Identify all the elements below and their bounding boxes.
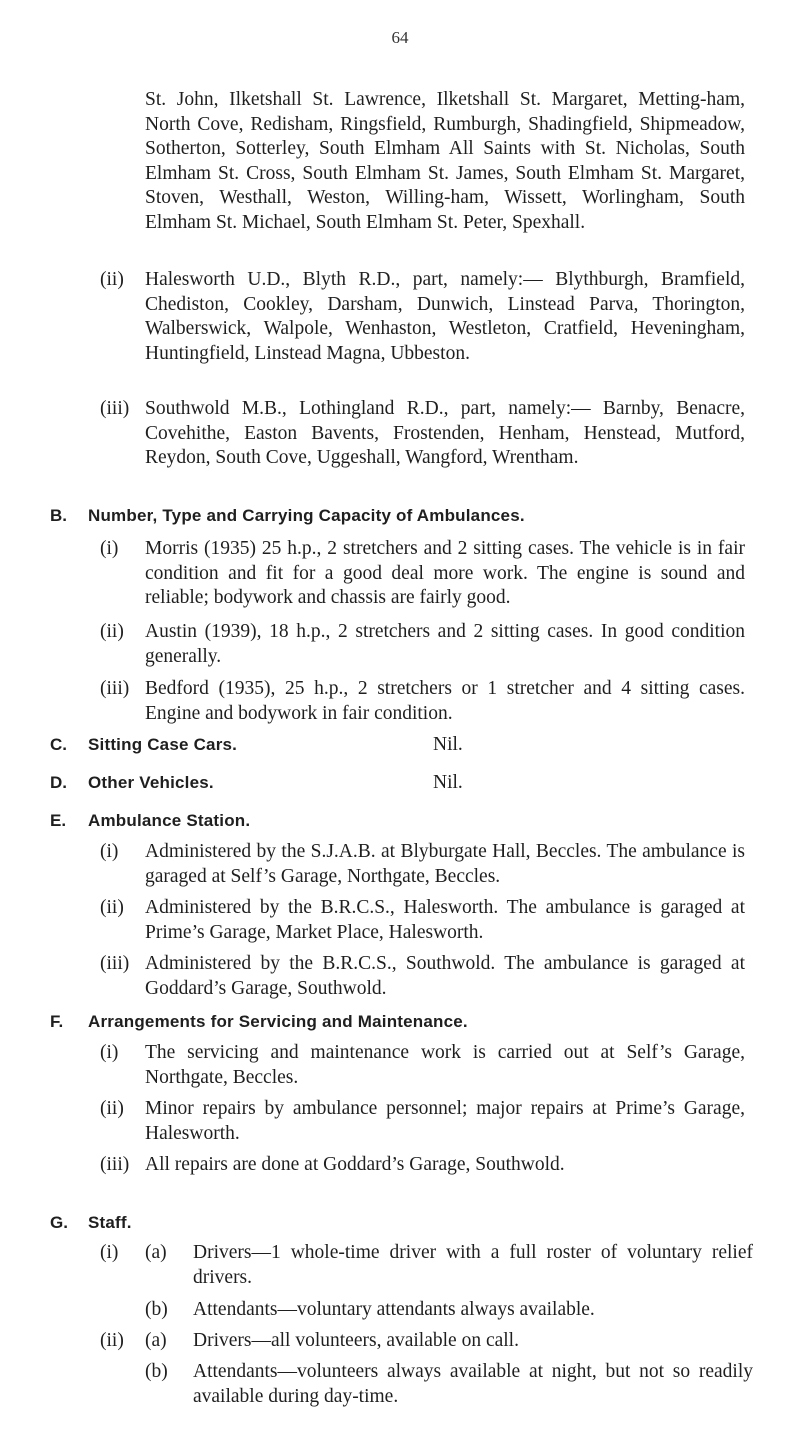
section-title: Sitting Case Cars. xyxy=(88,735,238,754)
section-letter: F. xyxy=(50,1012,64,1031)
item-text: Halesworth U.D., Blyth R.D., part, namely:— Blythburgh, Bramfield, Chediston, Cookley, Darsham, Dunwich, Linstead Parva, Thorington, Walberswick, Walpole, Wenhaston, Westleton, Cratfield, Heveningham, Huntingfield, Linstead Magna, Ubbeston. xyxy=(145,269,745,364)
sub-item-letter: (b) xyxy=(145,1361,168,1382)
item-text: All repairs are done at Goddard’s Garage, Southwold. xyxy=(145,1154,565,1175)
sub-item-text: Drivers—1 whole-time driver with a full roster of voluntary relief drivers. xyxy=(193,1242,753,1288)
item-number: (i) xyxy=(100,841,119,862)
item-number: (iii) xyxy=(100,953,130,974)
section-letter: E. xyxy=(50,811,67,830)
section-letter: B. xyxy=(50,506,67,525)
item-text: Bedford (1935), 25 h.p., 2 stretchers or 1 stretcher and 4 sitting cases. Engine and bodywork in fair condition. xyxy=(145,678,745,724)
section-title: Staff. xyxy=(88,1213,132,1232)
item-text: Morris (1935) 25 h.p., 2 stretchers and 2 sitting cases. The vehicle is in fair condition and fit for a good deal more work. The engine is sound and reliable; bodywork and chassis are fairly good. xyxy=(145,538,745,609)
item-number: (ii) xyxy=(100,269,124,290)
item-number: (ii) xyxy=(100,1330,124,1351)
item-number: (iii) xyxy=(100,1154,130,1175)
item-number: (ii) xyxy=(100,621,124,642)
section-title: Number, Type and Carrying Capacity of Ambulances. xyxy=(88,506,525,525)
intro-paragraph: St. John, Ilketshall St. Lawrence, Ilketshall St. Margaret, Metting-ham, North Cove, Redisham, Ringsfield, Rumburgh, Shadingfield, Shipmeadow, Sotherton, Sotterley, South Elmham All Saints with St. Nicholas, South Elmham St. Cross, South Elmham St. James, South Elmham St. Margaret, Stoven, Westhall, Weston, Willing-ham, Wissett, Worlingham, South Elmham St. Michael, South Elmham St. Peter, Spexhall. xyxy=(145,89,745,233)
item-number: (ii) xyxy=(100,897,124,918)
sub-item-text: Drivers—all volunteers, available on call. xyxy=(193,1330,519,1351)
section-letter: C. xyxy=(50,735,67,754)
section-title: Arrangements for Servicing and Maintenance. xyxy=(88,1012,468,1031)
section-value: Nil. xyxy=(433,772,463,793)
sub-item-letter: (a) xyxy=(145,1330,167,1351)
sub-item-text: Attendants—voluntary attendants always available. xyxy=(193,1299,595,1320)
item-text: The servicing and maintenance work is carried out at Self’s Garage, Northgate, Beccles. xyxy=(145,1042,745,1088)
item-text: Administered by the B.R.C.S., Halesworth. The ambulance is garaged at Prime’s Garage, Market Place, Halesworth. xyxy=(145,897,745,943)
section-letter: G. xyxy=(50,1213,68,1232)
sub-item-text: Attendants—volunteers always available at night, but not so readily available during day-time. xyxy=(193,1361,753,1407)
section-letter: D. xyxy=(50,773,67,792)
section-title: Ambulance Station. xyxy=(88,811,251,830)
item-text: Austin (1939), 18 h.p., 2 stretchers and 2 sitting cases. In good condition generally. xyxy=(145,621,745,667)
sub-item-letter: (a) xyxy=(145,1242,167,1263)
item-number: (iii) xyxy=(100,678,130,699)
item-text: Minor repairs by ambulance personnel; major repairs at Prime’s Garage, Halesworth. xyxy=(145,1098,745,1144)
item-number: (iii) xyxy=(100,398,130,419)
item-number: (i) xyxy=(100,1242,119,1263)
page-number: 64 xyxy=(391,28,409,47)
section-title: Other Vehicles. xyxy=(88,773,214,792)
item-text: Administered by the S.J.A.B. at Blyburgate Hall, Beccles. The ambulance is garaged at Self’s Garage, Northgate, Beccles. xyxy=(145,841,745,887)
item-text: Administered by the B.R.C.S., Southwold. The ambulance is garaged at Goddard’s Garage, Southwold. xyxy=(145,953,745,999)
item-number: (i) xyxy=(100,1042,119,1063)
section-value: Nil. xyxy=(433,734,463,755)
item-number: (ii) xyxy=(100,1098,124,1119)
sub-item-letter: (b) xyxy=(145,1299,168,1320)
item-number: (i) xyxy=(100,538,119,559)
item-text: Southwold M.B., Lothingland R.D., part, namely:— Barnby, Benacre, Covehithe, Easton Bavents, Frostenden, Henham, Henstead, Mutford, Reydon, South Cove, Uggeshall, Wangford, Wrentham. xyxy=(145,398,745,469)
